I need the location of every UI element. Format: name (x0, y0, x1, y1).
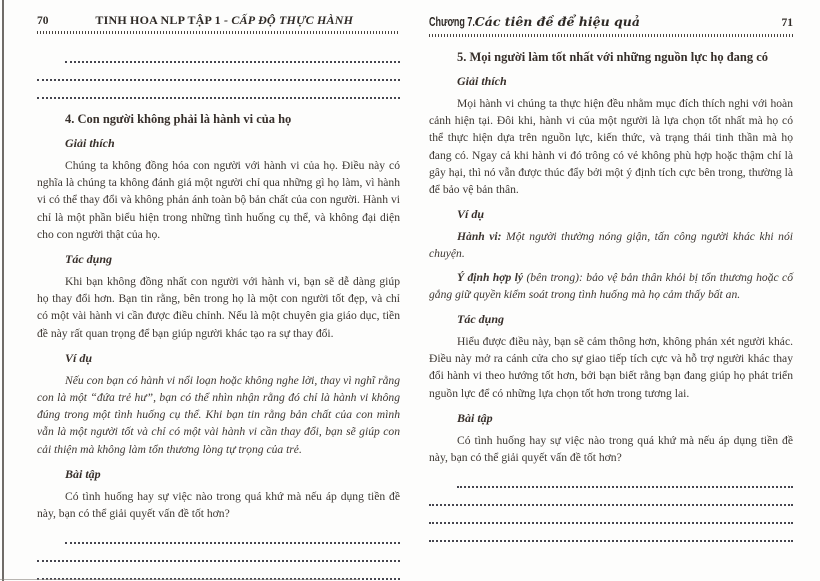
label-explain-right: Giải thích (457, 74, 507, 88)
dotted-line (65, 526, 400, 544)
scan-edge-left (2, 0, 4, 581)
example-item-text: Một người thường nóng giận, tấn công người khác khi nói chuyện. (429, 230, 793, 261)
page-number-right: 71 (781, 17, 793, 29)
paragraph-effect-right: Hiểu được điều này, bạn sẽ cảm thông hơn, không phán xét người khác. Điều này mở ra cánh cửa cho sự giao tiếp tích cực và hỗ trợ người khác thay đổi hành vi theo hướng tốt hơn, bởi bạn biết rằng bạn đang giúp họ phát triển nguồn lực để có những lựa chọn tốt hơn trong tương lai. (429, 335, 793, 400)
paragraph-example-left: Nếu con bạn có hành vi nổi loạn hoặc không nghe lời, thay vì nghĩ rằng con là một “đứa trẻ hư”, bạn có thể nhìn nhận rằng đó chỉ là hành vi không đúng trong một tình huống cụ thể. Khi bạn tin rằng bản chất của con mình vẫn là một người tốt và chỉ có một vài hành vi cần thay đổi, bạn sẽ giúp con cải thiện mà không làm tổn thương lòng tự trọng của trẻ. (37, 373, 400, 456)
page-number-left: 70 (37, 15, 49, 27)
label-explain-left: Giải thích (65, 136, 115, 150)
label-effect-left: Tác dụng (65, 252, 113, 267)
writing-lines-top (37, 45, 400, 99)
section-heading-5: 5. Mọi người làm tốt nhất với những nguồn lực họ đang có (457, 50, 769, 64)
writing-lines-bottom-right (429, 470, 793, 542)
page-right-header (429, 13, 793, 31)
label-effect-right: Tác dụng (457, 312, 505, 327)
book-title-main: TINH HOA NLP TẬP 1 (95, 13, 221, 27)
dotted-line (37, 562, 400, 580)
dotted-line (429, 524, 793, 542)
paragraph-exercise-right: Có tình huống hay sự việc nào trong quá khứ mà nếu áp dụng tiền đề này, bạn có thể giải quyết vấn đề tốt hơn? (429, 433, 793, 465)
dotted-line (429, 506, 793, 524)
paragraph-explain-right: Mọi hành vi chúng ta thực hiện đều nhằm mục đích thích nghi với hoàn cảnh hiện tại. Đôi khi, hành vi của một người là lựa chọn tốt nhất mà họ có thể thực hiện dựa trên nguồn lực, kiến thức, và trạng thái tinh thần mà họ đang có. Ngay cả khi hành vi đó trông có vẻ không phù hợp hoặc thậm chí là gây hại, thì nó vẫn được thúc đẩy bởi một ý định tích cực bên trong, thường là để bảo vệ bản thân. (429, 97, 793, 197)
example-item-mid: (bên trong): (523, 270, 583, 284)
chapter-header (429, 13, 782, 31)
label-example-right: Ví dụ (457, 207, 485, 222)
header-rule-left (37, 31, 400, 34)
example-item-lead: Hành vi: (457, 230, 502, 244)
book-title (49, 13, 401, 28)
chapter-number: Chương 7. (429, 15, 475, 29)
header-rule-right (429, 34, 793, 37)
label-exercise-left: Bài tập (65, 466, 101, 481)
example-item-intent (429, 269, 793, 303)
example-item-behavior (429, 228, 793, 262)
paragraph-explain-left: Chúng ta không đồng hóa con người với hành vi của họ. Điều này có nghĩa là chúng ta không đánh giá một người chỉ qua những gì họ làm, vì hành vi có thể thay đổi và không phản ánh toàn bộ bản chất của con người. Hành vi chỉ là một phần biểu hiện trong những tình huống cụ thể, và không đại diện cho con người thật của họ. (37, 159, 400, 241)
dotted-line (37, 63, 400, 81)
writing-lines-bottom-left (37, 526, 400, 580)
page-right (410, 0, 820, 581)
dotted-line (37, 81, 400, 99)
scan-edge-bottom (0, 579, 360, 580)
page-left-header (37, 13, 400, 28)
paragraph-effect-left: Khi bạn không đồng nhất con người với hành vi, bạn sẽ dễ dàng giúp họ thay đổi hơn. Bạn tin rằng, bên trong họ là một con người tốt đẹp, và chỉ có một vài hành vi cần được điều chỉnh. Nếu là một chuyên gia giáo dục, tiền đề này rất quan trọng để bạn giúp người khác tạo ra sự thay đổi. (37, 275, 400, 340)
chapter-title: Các tiên đề để hiệu quả (474, 14, 640, 29)
example-item-lead: Ý định hợp lý (457, 270, 524, 284)
label-example-left: Ví dụ (65, 350, 93, 365)
dotted-line (65, 45, 400, 63)
dotted-line (429, 488, 793, 506)
dotted-line (457, 470, 793, 488)
example-item-text: bảo vệ bản thân khỏi bị tổn thương hoặc cố gắng giữ quyền kiểm soát trong tình huống mà họ cảm thấy bất an. (429, 270, 793, 301)
paragraph-exercise-left: Có tình huống hay sự việc nào trong quá khứ mà nếu áp dụng tiền đề này, bạn có thể giải quyết vấn đề tốt hơn? (37, 489, 400, 521)
label-exercise-right: Bài tập (457, 410, 493, 425)
section-heading-4: 4. Con người không phải là hành vi của họ (65, 112, 292, 126)
dotted-line (37, 544, 400, 562)
book-title-sub: - CẤP ĐỘ THỰC HÀNH (220, 13, 354, 27)
